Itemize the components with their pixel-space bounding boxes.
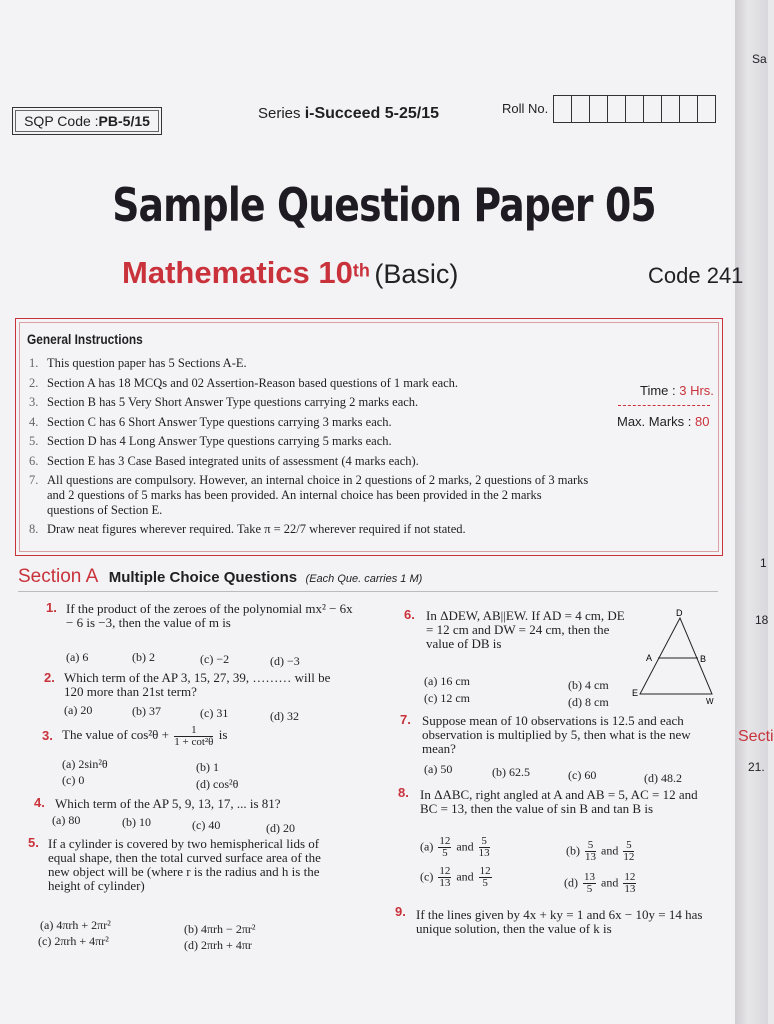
option: (a) 16 cm <box>424 674 470 688</box>
option: (d) 8 cm <box>568 695 609 709</box>
option: (b) 4 cm <box>568 678 609 692</box>
subject-code: Code 241 <box>648 263 744 288</box>
option: (c) −2 <box>200 652 230 666</box>
sqp-code-label: SQP Code : <box>24 113 99 129</box>
vertex-label: A <box>646 653 653 663</box>
question-number: 6. <box>404 607 415 622</box>
option: (a) 6 <box>66 650 89 664</box>
question-number: 2. <box>44 670 55 685</box>
instructions-list <box>29 354 589 540</box>
option: (d) 32 <box>270 709 299 723</box>
subject-name: Mathematics 10 <box>122 255 353 290</box>
option: (d) 48.2 <box>644 771 682 785</box>
question-number: 8. <box>398 785 409 800</box>
edge-text: 1 <box>760 556 767 570</box>
roll-label: Roll No. <box>502 101 549 116</box>
roll-number-boxes <box>553 95 716 123</box>
vertex-label: E <box>632 688 639 698</box>
question-text: If a cylinder is covered by two hemispherical lids of equal shape, then the total curved surface area of the new object will be (where r is the radius and h is the height of cylinder) <box>48 836 321 893</box>
page-title: Sample Question Paper 05 <box>112 178 656 232</box>
question-text: The value of cos²θ + $\frac{1}{\text{1 + cot²θ}}$ is <box>62 723 228 748</box>
edge-text: 18 <box>755 613 769 627</box>
option: (b) $\frac{5}{13}$ and $\frac{5}{12}$ <box>566 839 635 863</box>
section-note: (Each Que. carries 1 M) <box>305 573 423 585</box>
series-label: Series <box>258 105 305 122</box>
instruction-item: 6. Section E has 3 Case Based integrated units of assessment (4 marks each). <box>29 453 419 468</box>
option: (b) 37 <box>132 704 161 718</box>
option: (c) 40 <box>192 818 221 832</box>
edge-text: 21. <box>748 760 765 774</box>
instructions-heading: General Instructions <box>27 331 143 347</box>
question-text: Which term of the AP 3, 15, 27, 39, ……… will be 120 more than 21st term? <box>64 670 331 699</box>
option: (b) 4πrh − 2πr² <box>184 922 256 936</box>
option: (a) $\frac{12}{5}$ and $\frac{5}{13}$ <box>420 835 490 859</box>
option: (d) cos²θ <box>196 777 239 791</box>
option: (b) 10 <box>122 815 151 829</box>
sqp-code-box <box>12 107 162 135</box>
option: (a) 50 <box>424 762 453 776</box>
subject-level: (Basic) <box>374 259 459 289</box>
time-allowed: Time : 3 Hrs. <box>640 383 714 398</box>
section-heading <box>18 566 422 588</box>
option: (a) 4πrh + 2πr² <box>40 918 111 932</box>
question-text: Which term of the AP 5, 9, 13, 17, ... is 81? <box>55 796 281 811</box>
option: (b) 1 <box>196 760 219 774</box>
triangle-figure <box>630 608 720 704</box>
question-text: In ΔDEW, AB||EW. If AD = 4 cm, DE = 12 cm and DW = 24 cm, then the value of DB is <box>426 608 625 651</box>
instruction-item: 5. Section D has 4 Long Answer Type questions carrying 5 marks each. <box>29 434 392 448</box>
question-number: 3. <box>42 728 53 743</box>
instruction-item: 4. Section C has 6 Short Answer Type questions carrying 3 marks each. <box>29 414 392 429</box>
question-number: 9. <box>395 904 406 919</box>
instruction-item: 1. This question paper has 5 Sections A-E. <box>29 356 247 370</box>
question-text: In ΔABC, right angled at A and AB = 5, AC = 12 and BC = 13, then the value of sin B and tan B is <box>420 787 698 816</box>
question-number: 4. <box>34 795 45 810</box>
subject-title <box>122 255 458 291</box>
instruction-item: 2. Section A has 18 MCQs and 02 Assertion-Reason based questions of 1 mark each. <box>29 375 459 390</box>
option: (c) 2πrh + 4πr² <box>38 934 109 948</box>
option: (d) 20 <box>266 821 295 835</box>
question-text: If the lines given by 4x + ky = 1 and 6x − 10y = 14 has unique solution, then the value of k is <box>416 907 703 936</box>
option: (b) 2 <box>132 650 155 664</box>
edge-text: Sa <box>752 52 767 66</box>
instruction-item: 8. Draw neat figures wherever required. Take π = 22/7 wherever required if not stated. <box>29 522 466 536</box>
question-number: 7. <box>400 712 411 727</box>
option: (c) $\frac{12}{13}$ and $\frac{12}{5}$ <box>420 865 491 889</box>
section-title: Multiple Choice Questions <box>108 569 298 586</box>
option: (d) 2πrh + 4πr <box>184 938 252 952</box>
option: (a) 20 <box>64 703 93 717</box>
option: (c) 31 <box>200 706 229 720</box>
option: (c) 12 cm <box>424 691 470 705</box>
sqp-code-value: PB-5/15 <box>98 113 150 129</box>
vertex-label: W <box>706 697 714 706</box>
subject-sup: th <box>352 260 370 281</box>
option: (d) $\frac{13}{5}$ and $\frac{12}{13}$ <box>564 871 636 895</box>
instruction-item: 7. All questions are compulsory. However, an internal choice in 2 questions of 2 marks, 2 questions of 3 marks and 2 questions of 5 marks has been provided. An internal choice has been provided in the 2 marks questions of Section E. <box>29 473 589 517</box>
series-line <box>258 105 439 123</box>
vertex-label: B <box>700 654 707 664</box>
vertex-label: D <box>676 608 683 618</box>
section-name: Section A <box>18 566 99 587</box>
option: (d) −3 <box>270 654 300 668</box>
question-text: If the product of the zeroes of the polynomial mx² − 6x − 6 is −3, then the value of m is <box>66 601 353 630</box>
question-number: 1. <box>46 600 57 615</box>
series-value: i-Succeed 5-25/15 <box>304 105 439 122</box>
next-page-edge <box>735 0 768 1024</box>
option: (c) 0 <box>62 773 85 787</box>
edge-text: Secti <box>738 728 774 745</box>
max-marks: Max. Marks : 80 <box>617 414 710 429</box>
option: (a) 2sin²θ <box>62 757 108 771</box>
section-rule <box>18 591 718 592</box>
instruction-item: 3. Section B has 5 Very Short Answer Type questions carrying 2 marks each. <box>29 395 419 409</box>
question-text: Suppose mean of 10 observations is 12.5 and each observation is multiplied by 5, then what is the new mean? <box>422 713 691 756</box>
divider <box>618 405 710 406</box>
option: (c) 60 <box>568 768 597 782</box>
question-number: 5. <box>28 835 39 850</box>
option: (a) 80 <box>52 813 81 827</box>
option: (b) 62.5 <box>492 765 530 779</box>
